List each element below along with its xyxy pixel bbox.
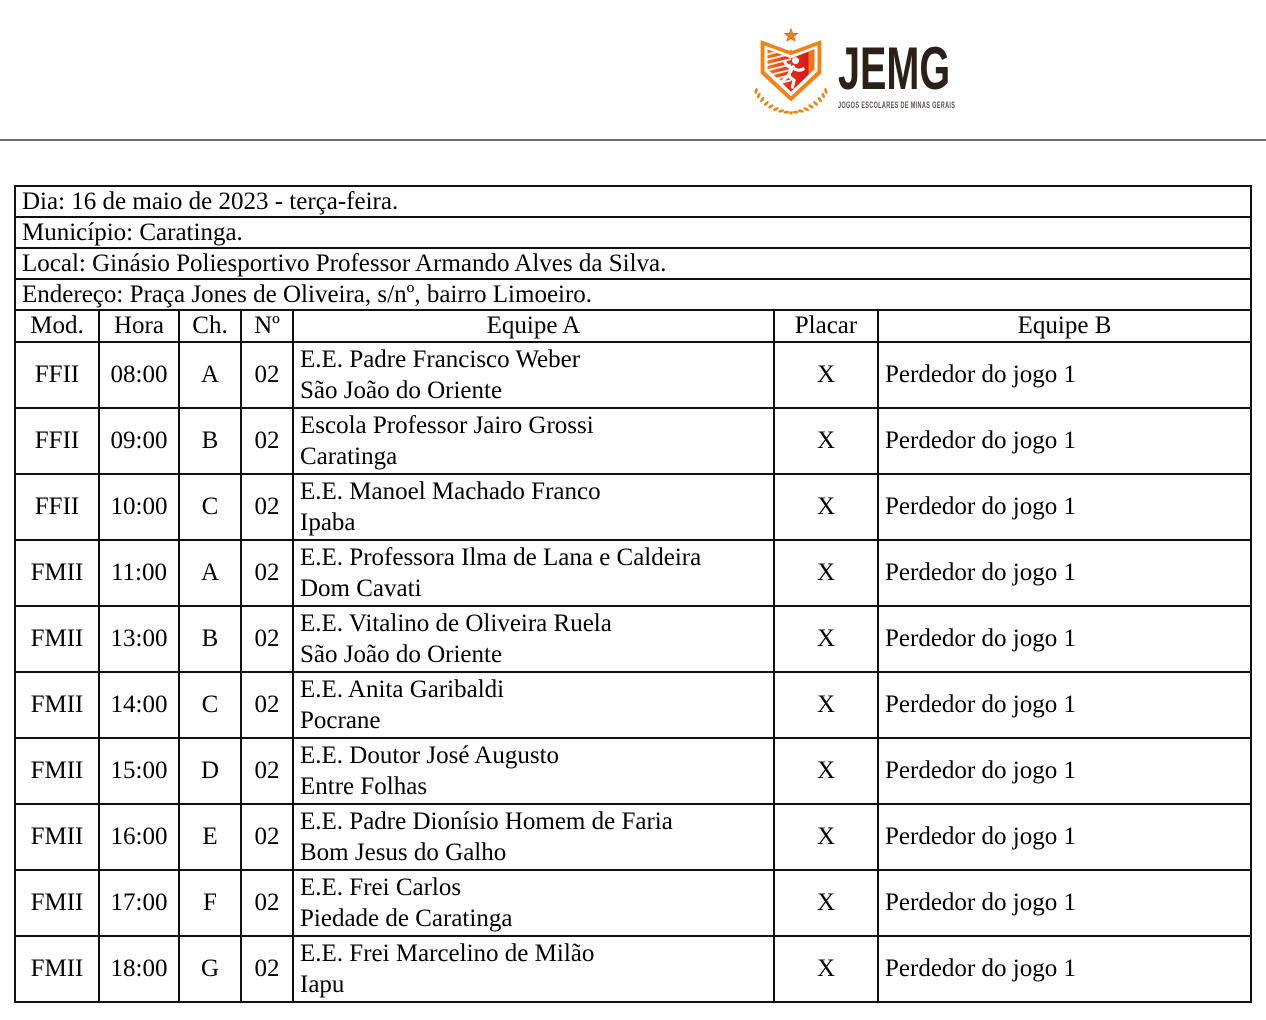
col-header-ch: Ch. [179,310,241,342]
match-mod: FMII [15,606,99,672]
col-header-placar: Placar [774,310,878,342]
match-placar: X [774,870,878,936]
match-row [15,870,1251,936]
match-hora: 18:00 [99,936,179,1002]
star-icon [784,29,797,41]
equipe-a-school: E.E. Manoel Machado Franco [300,478,601,505]
col-header-equipe-a: Equipe A [293,310,774,342]
equipe-a-city: Pocrane [300,707,381,734]
equipe-a-city: Dom Cavati [300,575,422,602]
match-row [15,408,1251,474]
match-num: 02 [241,738,293,804]
col-header-hora: Hora [99,310,179,342]
equipe-a-city: Iapu [300,971,345,998]
match-hora: 14:00 [99,672,179,738]
match-mod: FFII [15,474,99,540]
match-hora: 09:00 [99,408,179,474]
match-row [15,474,1251,540]
match-ch: D [179,738,241,804]
info-row-endereco [15,279,1251,310]
match-equipe-b: Perdedor do jogo 1 [878,804,1251,870]
equipe-a-city: Piedade de Caratinga [300,905,513,932]
match-num: 02 [241,474,293,540]
match-placar: X [774,474,878,540]
info-row-dia [15,186,1251,217]
match-hora: 11:00 [99,540,179,606]
match-placar: X [774,606,878,672]
match-equipe-b: Perdedor do jogo 1 [878,936,1251,1002]
logo-text [838,28,1040,111]
match-equipe-a [293,408,774,474]
match-hora: 13:00 [99,606,179,672]
info-row-municipio [15,217,1251,248]
equipe-a-city: Bom Jesus do Galho [300,839,507,866]
match-mod: FMII [15,804,99,870]
column-header-row [15,310,1251,342]
match-num: 02 [241,408,293,474]
col-header-num: Nº [241,310,293,342]
info-dia: Dia: 16 de maio de 2023 - terça-feira. [15,186,1251,217]
schedule-table [14,185,1252,1003]
match-mod: FMII [15,936,99,1002]
match-ch: G [179,936,241,1002]
equipe-a-school: E.E. Frei Carlos [300,874,462,901]
match-ch: B [179,408,241,474]
match-ch: A [179,540,241,606]
jemg-crest-icon [753,28,829,119]
match-equipe-b: Perdedor do jogo 1 [878,738,1251,804]
logo-title: JEMG [838,35,951,102]
equipe-a-school: E.E. Anita Garibaldi [300,676,505,703]
equipe-a-school: Escola Professor Jairo Grossi [300,412,594,439]
equipe-a-city: Caratinga [300,443,398,470]
match-num: 02 [241,342,293,408]
match-hora: 17:00 [99,870,179,936]
match-row [15,936,1251,1002]
match-equipe-b: Perdedor do jogo 1 [878,540,1251,606]
match-equipe-a [293,474,774,540]
match-row [15,738,1251,804]
equipe-a-school: E.E. Doutor José Augusto [300,742,560,769]
match-num: 02 [241,540,293,606]
equipe-a-school: E.E. Padre Francisco Weber [300,346,581,373]
equipe-a-school: E.E. Padre Dionísio Homem de Faria [300,808,673,835]
equipe-a-city: Ipaba [300,509,356,536]
match-equipe-a [293,804,774,870]
info-row-local [15,248,1251,279]
match-equipe-b: Perdedor do jogo 1 [878,474,1251,540]
match-equipe-b: Perdedor do jogo 1 [878,408,1251,474]
match-mod: FMII [15,672,99,738]
match-row [15,342,1251,408]
match-equipe-b: Perdedor do jogo 1 [878,870,1251,936]
match-equipe-a [293,672,774,738]
match-equipe-a [293,870,774,936]
match-ch: C [179,672,241,738]
match-num: 02 [241,936,293,1002]
match-hora: 16:00 [99,804,179,870]
equipe-a-city: São João do Oriente [300,641,503,668]
equipe-a-school: E.E. Frei Marcelino de Milão [300,940,595,967]
col-header-mod: Mod. [15,310,99,342]
logo-tagline: JOGOS ESCOLARES DE MINAS GERAIS [838,100,956,111]
match-ch: C [179,474,241,540]
match-num: 02 [241,870,293,936]
match-mod: FFII [15,408,99,474]
match-equipe-a [293,738,774,804]
match-mod: FMII [15,738,99,804]
header-divider [0,139,1266,141]
match-mod: FMII [15,870,99,936]
match-placar: X [774,804,878,870]
match-placar: X [774,936,878,1002]
equipe-a-city: Entre Folhas [300,773,428,800]
col-header-equipe-b: Equipe B [878,310,1251,342]
match-mod: FMII [15,540,99,606]
match-placar: X [774,672,878,738]
jemg-logo [753,28,1040,119]
match-equipe-a [293,540,774,606]
match-row [15,672,1251,738]
match-num: 02 [241,606,293,672]
match-row [15,606,1251,672]
match-placar: X [774,540,878,606]
match-placar: X [774,342,878,408]
match-ch: A [179,342,241,408]
match-equipe-a [293,342,774,408]
match-row [15,804,1251,870]
match-hora: 15:00 [99,738,179,804]
match-equipe-b: Perdedor do jogo 1 [878,342,1251,408]
match-num: 02 [241,672,293,738]
match-equipe-a [293,936,774,1002]
match-row [15,540,1251,606]
match-placar: X [774,738,878,804]
match-equipe-b: Perdedor do jogo 1 [878,606,1251,672]
match-equipe-a [293,606,774,672]
match-num: 02 [241,804,293,870]
info-municipio: Município: Caratinga. [15,217,1251,248]
info-endereco: Endereço: Praça Jones de Oliveira, s/nº, bairro Limoeiro. [15,279,1251,310]
match-ch: E [179,804,241,870]
info-local: Local: Ginásio Poliesportivo Professor Armando Alves da Silva. [15,248,1251,279]
match-placar: X [774,408,878,474]
equipe-a-school: E.E. Vitalino de Oliveira Ruela [300,610,612,637]
match-mod: FFII [15,342,99,408]
schedule-table-body [15,186,1251,1002]
equipe-a-school: E.E. Professora Ilma de Lana e Caldeira [300,544,702,571]
match-hora: 10:00 [99,474,179,540]
equipe-a-city: São João do Oriente [300,377,503,404]
match-equipe-b: Perdedor do jogo 1 [878,672,1251,738]
match-ch: F [179,870,241,936]
match-ch: B [179,606,241,672]
match-hora: 08:00 [99,342,179,408]
